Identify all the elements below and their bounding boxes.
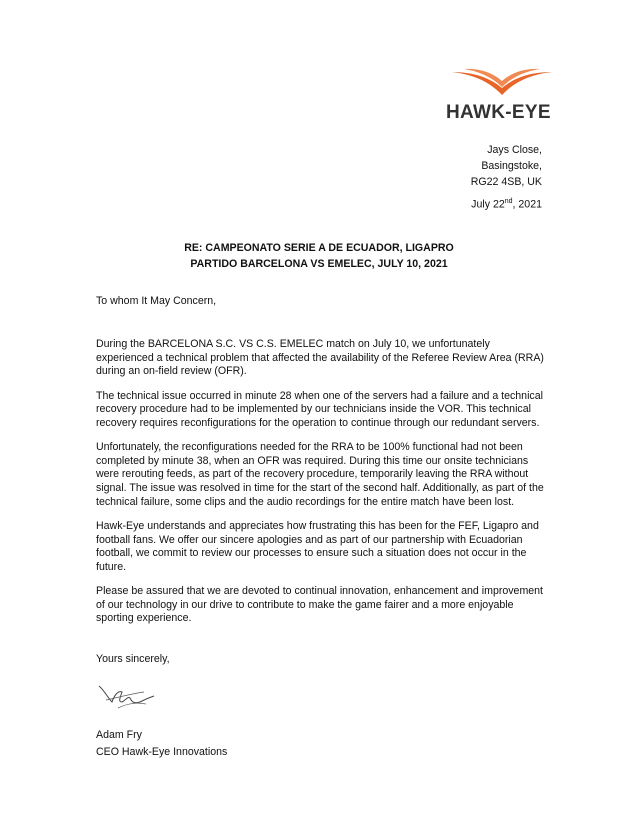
body-paragraph: Unfortunately, the reconfigurations needed for the RRA to be 100% functional had not been completed by minute 38, when an OFR was required. During this time our onsite technicians were rerouting feeds, as part of the recovery procedure, temporarily leaving the RRA without signal. The issue was resolved in time for the start of the second half. Additionally, as part of the technical failure, some clips and the audio recordings for the entire match have been lost.: [96, 441, 544, 508]
date-prefix: July 22: [471, 198, 505, 211]
address-line: Jays Close,: [487, 144, 542, 156]
hawk-wings-icon: [450, 68, 554, 98]
date-ordinal: nd: [504, 198, 513, 205]
body-paragraph: Please be assured that we are devoted to continual innovation, enhancement and improvement of our technology in our drive to contribute to make the game fairer and a more enjoyable sporting experience.: [96, 585, 543, 625]
subject-line: PARTIDO BARCELONA VS EMELEC, JULY 10, 2021: [190, 258, 448, 270]
hawk-eye-logo: [440, 68, 564, 124]
body-paragraph: Hawk-Eye understands and appreciates how frustrating this has been for the FEF, Ligapro and football fans. We offer our sincere apologies and as part of our partnership with Ecuadorian football, we commit to review our processes to ensure such a situation does not occur in the future.: [96, 519, 539, 573]
subject-line: RE: CAMPEONATO SERIE A DE ECUADOR, LIGAPRO: [184, 242, 454, 254]
logo-wordmark: HAWK-EYE: [446, 102, 551, 123]
date-suffix: , 2021: [512, 198, 542, 211]
sender-address: [471, 142, 542, 190]
signer-title: CEO Hawk-Eye Innovations: [96, 746, 228, 758]
signer-name: Adam Fry: [96, 729, 142, 741]
signature-image: [96, 680, 156, 712]
address-line: Basingstoke,: [481, 160, 542, 172]
salutation: To whom It May Concern,: [96, 295, 217, 307]
body-paragraph: The technical issue occurred in minute 28 when one of the servers had a failure and a technical recovery procedure had to be implemented by our technicians inside the VOR. This technical recovery requires reconfigurations for the operation to continue through our redundant servers.: [96, 389, 543, 429]
signer-block: [96, 727, 227, 761]
address-line: RG22 4SB, UK: [470, 176, 542, 188]
letter-body: [96, 338, 548, 637]
letter-date: [471, 198, 542, 211]
body-paragraph: During the BARCELONA S.C. VS C.S. EMELEC match on July 10, we unfortunately experienced a technical problem that affected the availability of the Referee Review Area (RRA) during an on-field review (OFR).: [96, 338, 544, 378]
closing: Yours sincerely,: [96, 653, 170, 665]
letter-subject: [0, 240, 638, 272]
